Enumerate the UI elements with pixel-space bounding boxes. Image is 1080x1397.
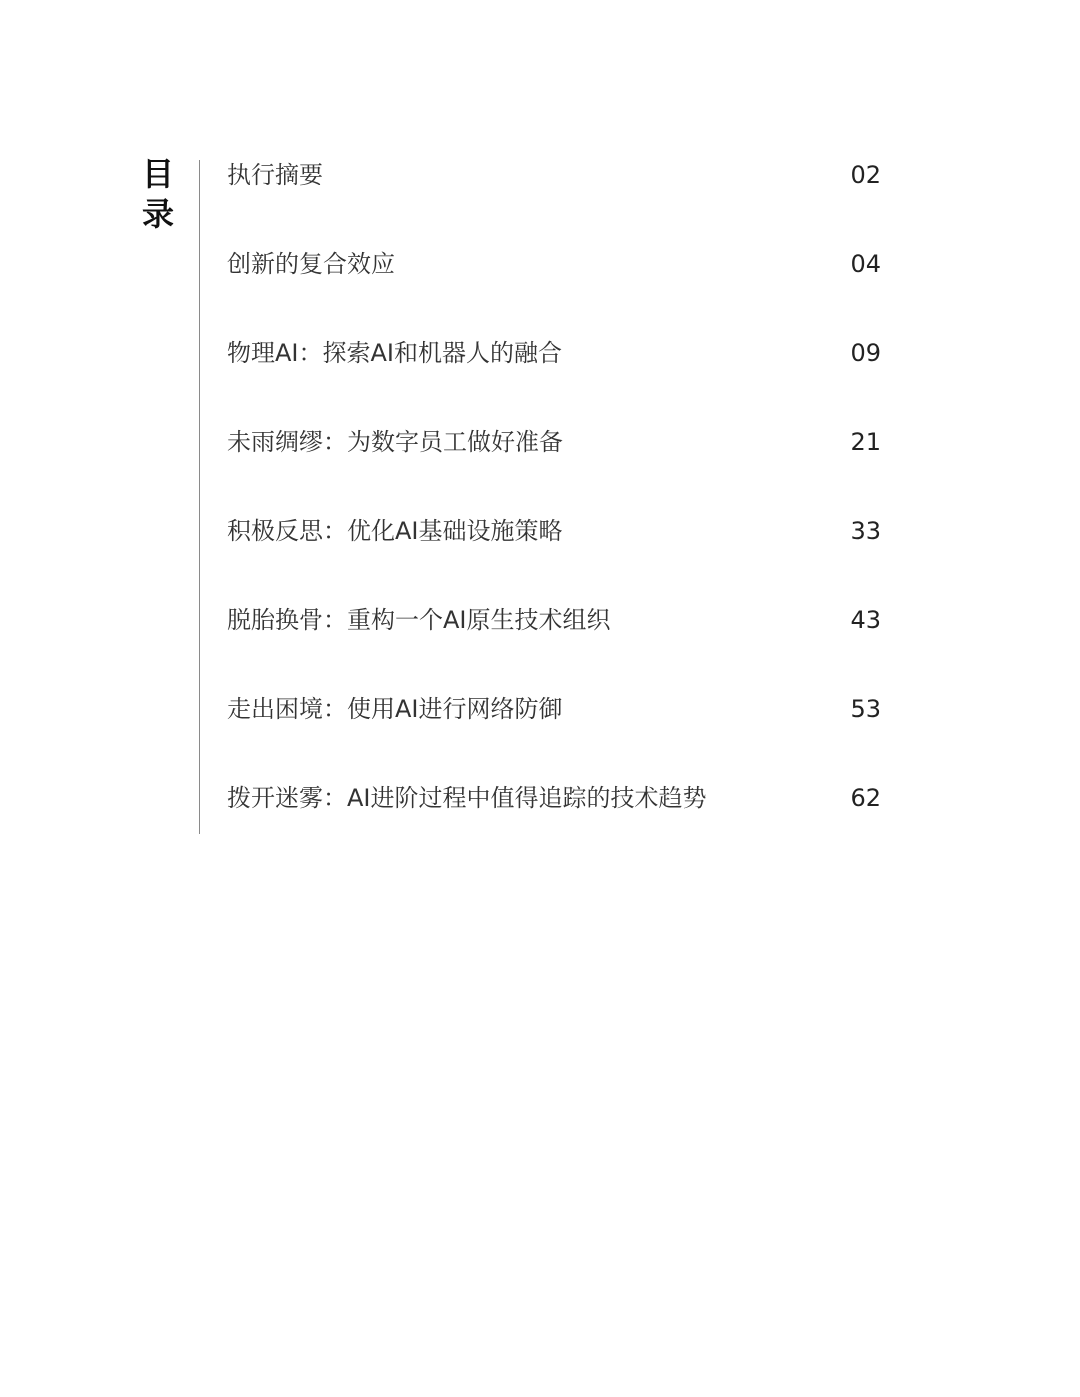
toc-entry-title: 物理AI：探索AI和机器人的融合: [227, 339, 562, 367]
toc-entry-title: 走出困境：使用AI进行网络防御: [227, 695, 563, 723]
toc-heading: [140, 154, 176, 234]
toc-entry-page: 04: [850, 250, 881, 278]
toc-entry-physical-ai[interactable]: [227, 333, 887, 422]
toc-list: [227, 155, 887, 867]
toc-entry-page: 09: [850, 339, 881, 367]
toc-entry-page: 53: [850, 695, 881, 723]
toc-entry-page: 62: [850, 784, 881, 812]
toc-entry-tech-trends[interactable]: [227, 778, 887, 867]
toc-entry-executive-summary[interactable]: [227, 155, 887, 244]
toc-entry-title: 创新的复合效应: [227, 250, 395, 278]
toc-divider: [199, 160, 200, 834]
toc-entry-title: 拨开迷雾：AI进阶过程中值得追踪的技术趋势: [227, 784, 707, 812]
toc-entry-ai-infrastructure[interactable]: [227, 511, 887, 600]
toc-entry-innovation[interactable]: [227, 244, 887, 333]
toc-heading-line-1: 目: [141, 155, 174, 193]
toc-entry-title: 未雨绸缪：为数字员工做好准备: [227, 428, 563, 456]
toc-entry-digital-workforce[interactable]: [227, 422, 887, 511]
toc-entry-title: 积极反思：优化AI基础设施策略: [227, 517, 563, 545]
toc-entry-page: 43: [850, 606, 881, 634]
toc-entry-page: 21: [850, 428, 881, 456]
toc-entry-title: 执行摘要: [227, 161, 323, 189]
toc-entry-page: 33: [850, 517, 881, 545]
toc-heading-line-2: 录: [141, 195, 174, 233]
toc-entry-title: 脱胎换骨：重构一个AI原生技术组织: [227, 606, 611, 634]
toc-entry-ai-native-org[interactable]: [227, 600, 887, 689]
toc-entry-cyber-defense[interactable]: [227, 689, 887, 778]
toc-entry-page: 02: [850, 161, 881, 189]
